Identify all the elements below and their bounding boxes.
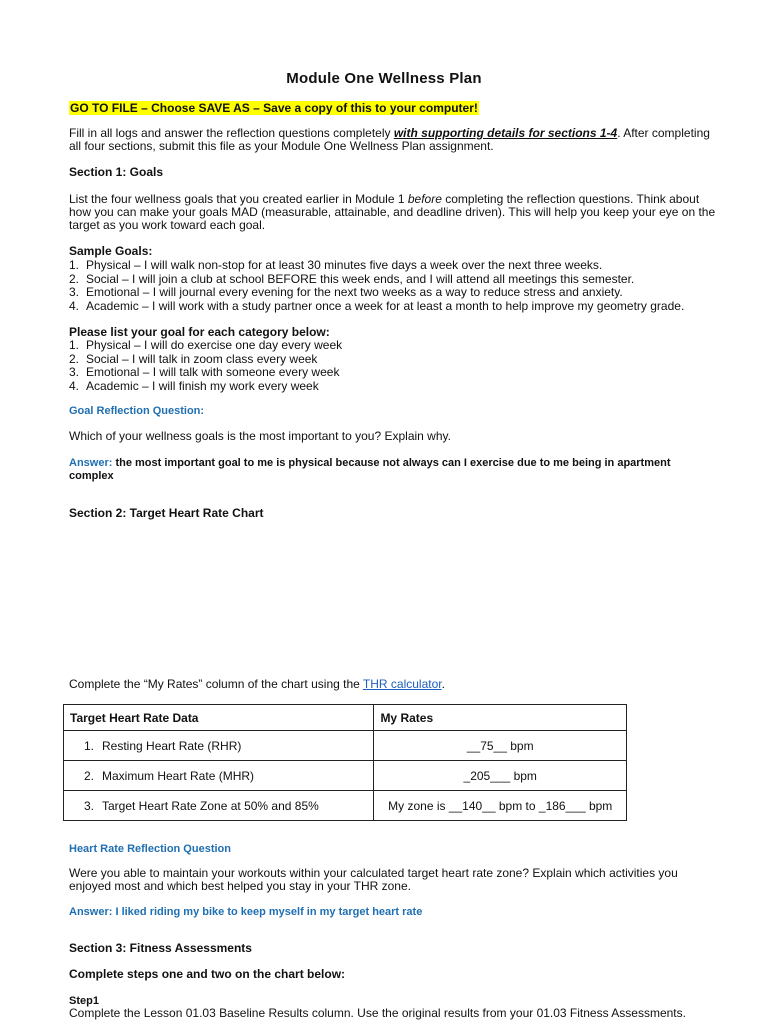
- document-title: Module One Wellness Plan: [286, 70, 482, 87]
- hr-answer: Answer: I liked riding my bike to keep myself in my target heart rate: [69, 906, 423, 918]
- step1-text: Complete the Lesson 01.03 Baseline Results column. Use the original results from your 01.03 Fitness Assessments.: [69, 1006, 686, 1020]
- list-item: [69, 286, 684, 300]
- goal-reflection-question: Which of your wellness goals is the most important to you? Explain why.: [69, 429, 451, 443]
- list-item: [69, 339, 342, 353]
- list-text: Emotional – I will journal every evening for the next two weeks as a way to reduce stress and anxiety.: [86, 285, 623, 299]
- para-italic: before: [407, 192, 442, 206]
- list-number: 2.: [69, 351, 80, 366]
- hr-reflection-line-2: enjoyed most and which best helped you stay in your THR zone.: [69, 879, 411, 893]
- section3-subheading: Complete steps one and two on the chart below:: [69, 967, 346, 981]
- step1-label: Step1: [69, 995, 99, 1007]
- list-item: [69, 380, 342, 394]
- list-item: [69, 273, 684, 287]
- intro-line-2: all four sections, submit this file as your Module One Wellness Plan assignment.: [69, 139, 494, 153]
- section1-para-line-3: target as you work toward each goal.: [69, 218, 266, 232]
- list-item: [69, 366, 342, 380]
- table-header-cell: My Rates: [374, 705, 627, 731]
- goal-answer-line-2: complex: [69, 470, 114, 482]
- heart-rate-table: [63, 704, 627, 821]
- para-text-end: completing the reflection questions. Think about: [441, 192, 700, 206]
- goal-answer-line-1: [69, 456, 671, 470]
- save-instruction-highlight: GO TO FILE – Choose SAVE AS – Save a copy of this to your computer!: [70, 101, 478, 115]
- section1-para-line-2: how you can make your goals MAD (measurable, attainable, and deadline driven). This will help you keep your eye on the: [69, 205, 716, 219]
- table-cell-label: [64, 761, 374, 791]
- para-text: List the four wellness goals that you created earlier in Module 1: [69, 192, 408, 206]
- sample-goals-list: [69, 259, 684, 313]
- table-header-cell: Target Heart Rate Data: [64, 705, 374, 731]
- list-text: Social – I will join a club at school BEFORE this week ends, and I will attend all meetings this semester.: [86, 271, 635, 286]
- list-text: Emotional – I will talk with someone every week: [86, 365, 340, 379]
- thr-calculator-link[interactable]: THR calculator: [362, 677, 442, 691]
- save-instruction-line: [69, 99, 479, 117]
- intro-text-end: . After completing: [617, 126, 710, 140]
- list-item: [69, 353, 342, 367]
- hr-reflection-label: Heart Rate Reflection Question: [69, 843, 231, 855]
- row-label: Target Heart Rate Zone at 50% and 85%: [102, 798, 319, 813]
- list-item: [69, 259, 684, 273]
- table-cell-label: [64, 791, 374, 821]
- list-number: 3.: [69, 285, 80, 299]
- list-number: 1.: [69, 258, 80, 272]
- list-number: 4.: [69, 378, 80, 393]
- row-number: 3.: [84, 798, 95, 813]
- table-cell-value[interactable]: My zone is __140__ bpm to _186___ bpm: [374, 791, 627, 821]
- list-text: Academic – I will work with a study partner once a week for at least a month to help improve my geometry grade.: [86, 298, 685, 313]
- intro-emphasis: with supporting details for sections 1-4: [393, 126, 618, 140]
- thr-instruction-text: Complete the “My Rates” column of the chart using the: [69, 677, 363, 691]
- section2-heading: Section 2: Target Heart Rate Chart: [69, 506, 264, 520]
- row-number: 2.: [84, 768, 95, 783]
- section3-heading: Section 3: Fitness Assessments: [69, 941, 252, 955]
- sample-goals-heading: Sample Goals:: [69, 244, 153, 258]
- row-number: 1.: [84, 738, 95, 753]
- section1-heading: Section 1: Goals: [69, 165, 164, 179]
- my-goals-list: [69, 339, 342, 393]
- table-row: [64, 731, 627, 761]
- my-goals-heading: Please list your goal for each category below:: [69, 325, 330, 339]
- table-row: [64, 761, 627, 791]
- hr-reflection-line-1: Were you able to maintain your workouts within your calculated target heart rate zone? Explain which activities you: [69, 866, 678, 880]
- thr-instruction: [69, 678, 445, 692]
- list-number: 4.: [69, 298, 80, 313]
- row-label: Maximum Heart Rate (MHR): [102, 768, 255, 783]
- list-item: [69, 300, 684, 314]
- table-cell-label: [64, 731, 374, 761]
- row-label: Resting Heart Rate (RHR): [102, 738, 242, 753]
- table-header-row: [64, 705, 627, 731]
- answer-text: the most important goal to me is physical because not always can I exercise due to me being in apartment: [112, 457, 671, 469]
- intro-text: Fill in all logs and answer the reflection questions completely: [69, 126, 394, 140]
- list-number: 2.: [69, 271, 80, 286]
- list-text: Academic – I will finish my work every week: [86, 378, 319, 393]
- list-number: 3.: [69, 365, 80, 379]
- table-cell-value[interactable]: __75__ bpm: [374, 731, 627, 761]
- goal-reflection-label: Goal Reflection Question:: [69, 405, 205, 417]
- list-number: 1.: [69, 338, 80, 352]
- list-text: Physical – I will walk non-stop for at least 30 minutes five days a week over the next three weeks.: [86, 258, 603, 272]
- table-cell-value[interactable]: _205___ bpm: [374, 761, 627, 791]
- answer-label: Answer:: [69, 457, 113, 469]
- list-text: Social – I will talk in zoom class every week: [86, 351, 318, 366]
- thr-instruction-end: .: [441, 677, 445, 691]
- list-text: Physical – I will do exercise one day every week: [86, 338, 343, 352]
- table-row: [64, 791, 627, 821]
